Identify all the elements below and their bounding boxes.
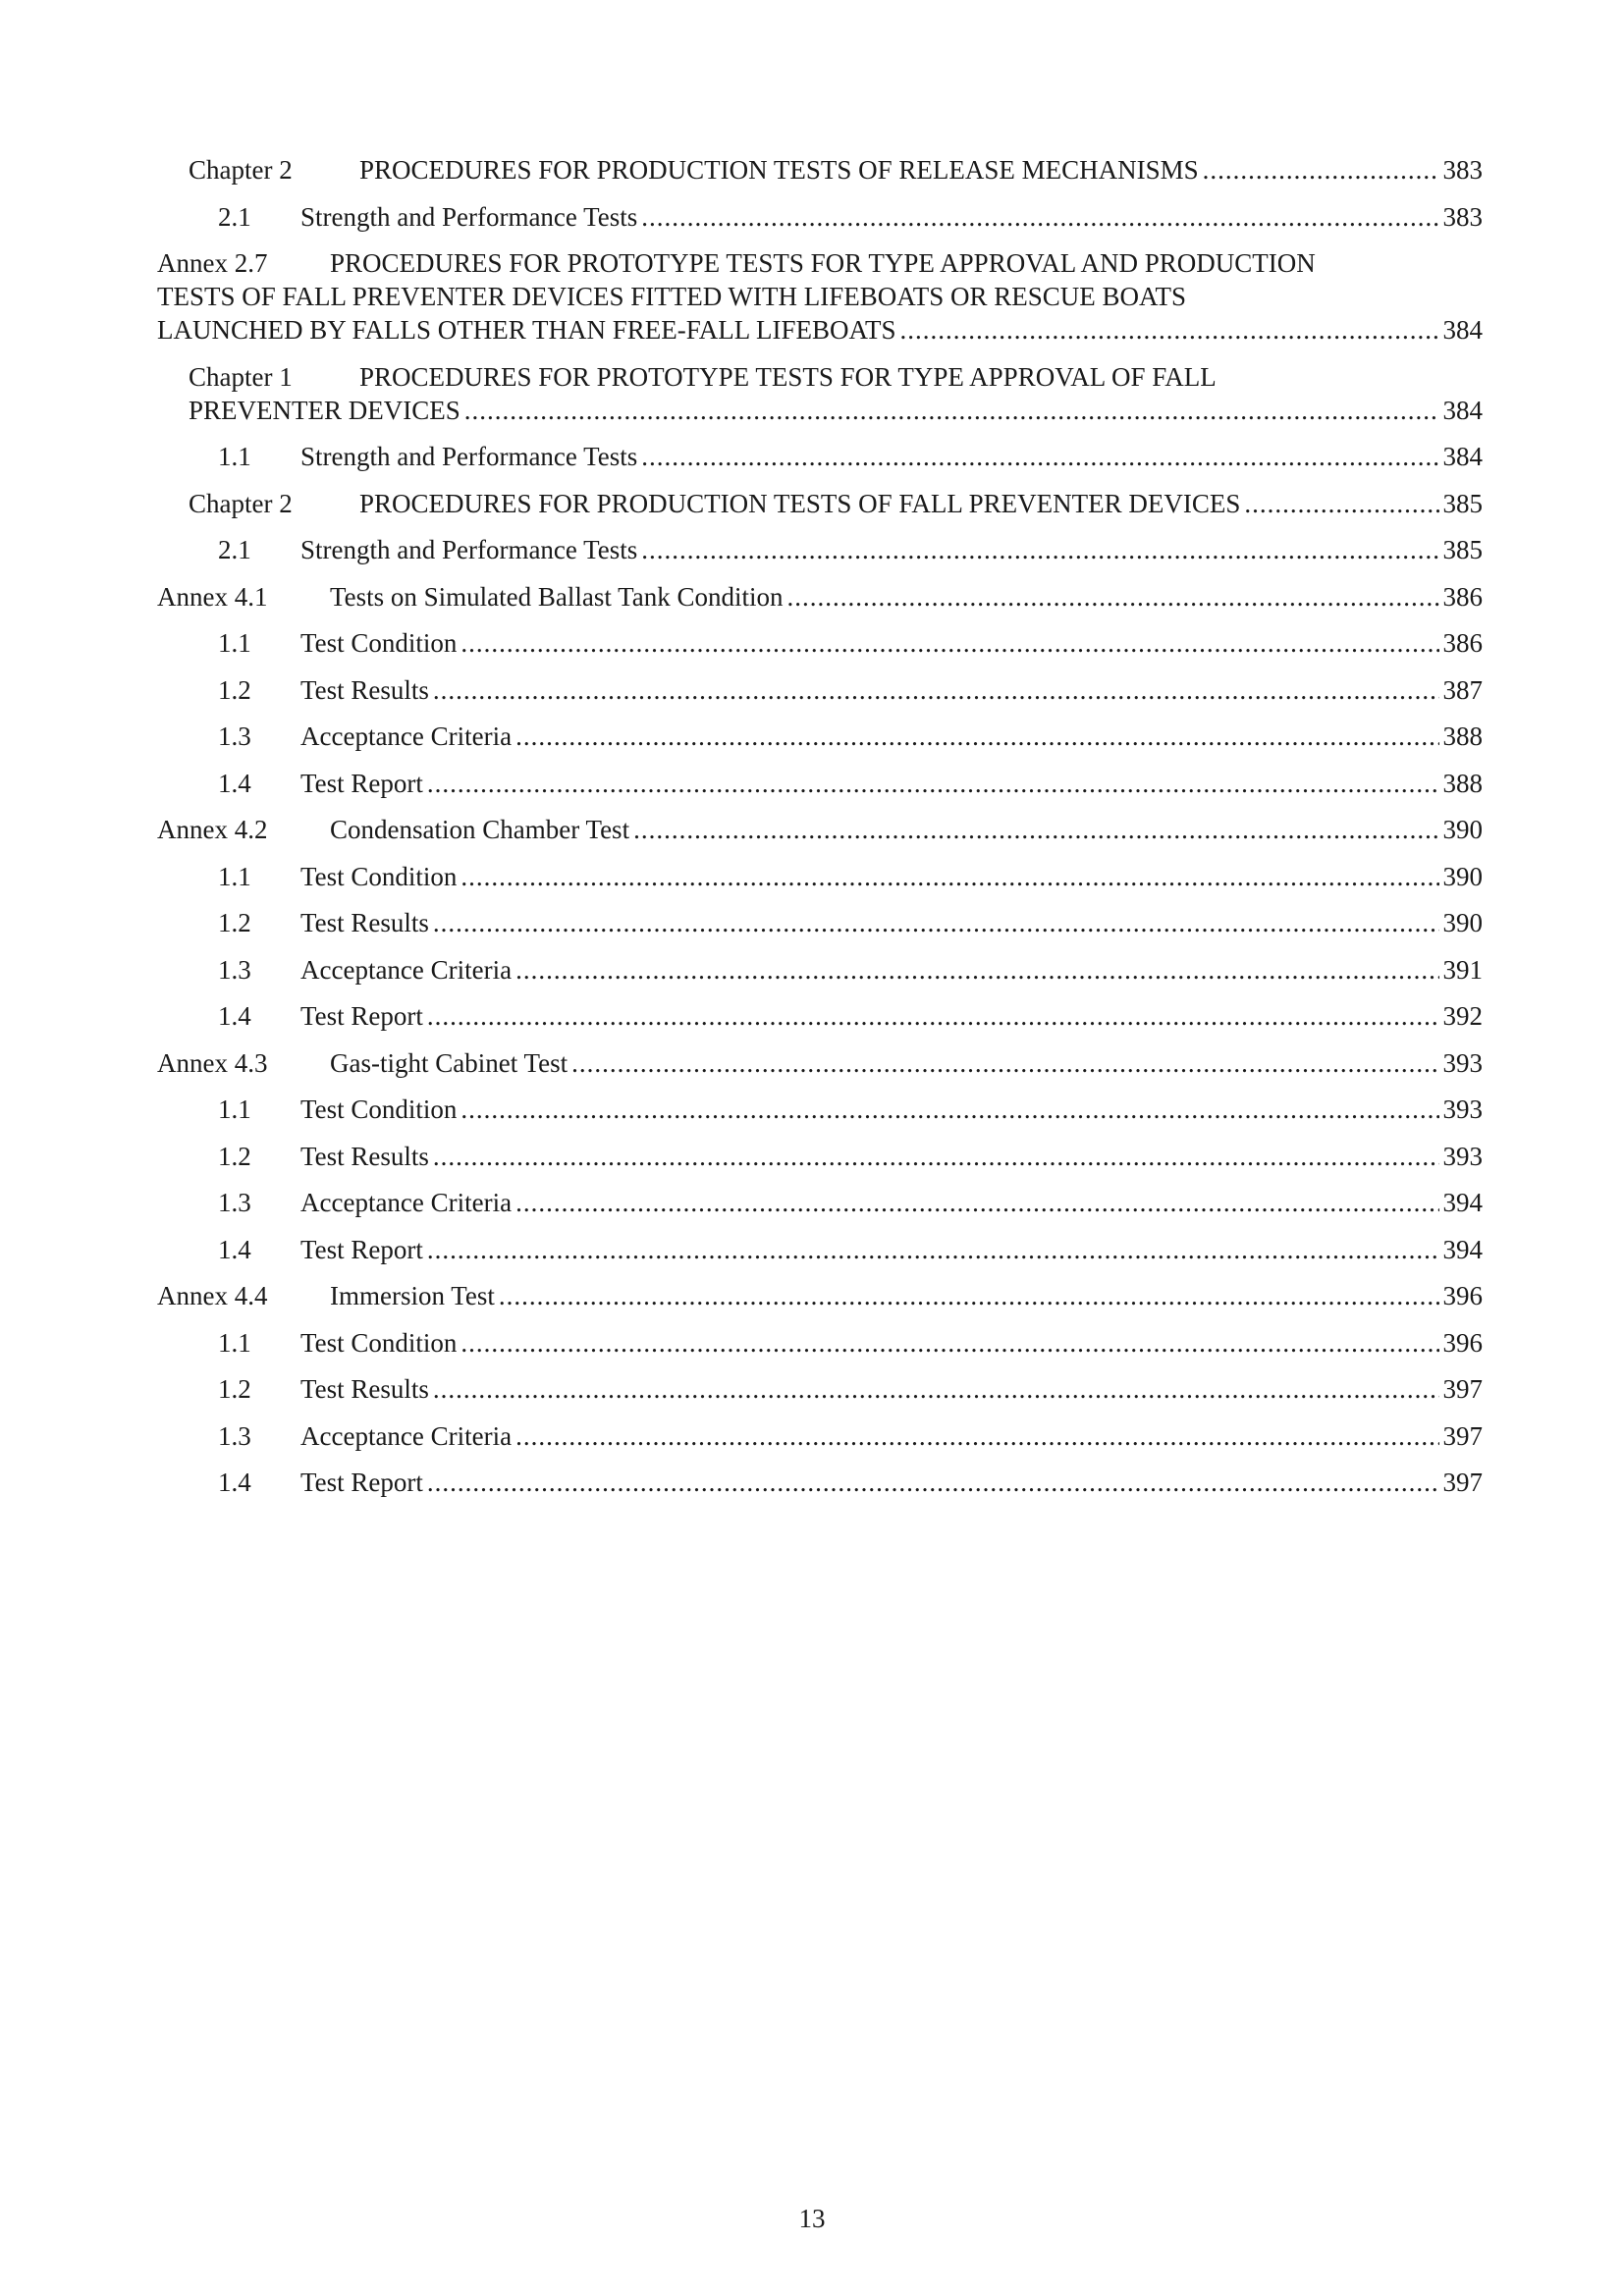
dot-leader	[571, 1046, 1438, 1080]
toc-entry-chapter[interactable]	[157, 153, 1483, 187]
toc-entry-page: 394	[1442, 1234, 1483, 1264]
dot-leader	[641, 200, 1438, 234]
toc-entry-number: 1.1	[218, 1095, 251, 1124]
dot-leader	[499, 1279, 1439, 1312]
dot-leader	[786, 580, 1438, 614]
toc-entry-page: 390	[1442, 861, 1483, 891]
toc-entry-section[interactable]	[157, 1419, 1483, 1453]
toc-entry-page: 390	[1442, 815, 1483, 844]
toc-entry-section[interactable]	[157, 999, 1483, 1033]
dot-leader	[515, 720, 1438, 753]
dot-leader	[515, 1186, 1438, 1219]
toc-entry-title: Tests on Simulated Ballast Tank Condition	[330, 581, 784, 612]
toc-entry-page: 384	[1442, 442, 1483, 471]
toc-entry-number: 1.2	[218, 674, 251, 705]
dot-leader	[433, 906, 1439, 939]
toc-entry-title: Gas-tight Cabinet Test	[330, 1047, 568, 1078]
toc-entry-number: Chapter 1	[189, 361, 293, 392]
toc-entry-title: Strength and Performance Tests	[300, 442, 638, 471]
toc-entry-chapter[interactable]	[157, 360, 1483, 427]
dot-leader	[427, 767, 1439, 800]
toc-entry-number: Annex 2.7	[157, 248, 268, 278]
toc-entry-title: Test Results	[300, 1141, 429, 1171]
toc-entry-page: 397	[1442, 1420, 1483, 1451]
toc-entry-section[interactable]	[157, 1140, 1483, 1173]
toc-entry-page: 384	[1442, 395, 1483, 425]
toc-entry-number: 2.1	[218, 201, 251, 232]
toc-entry-section[interactable]	[157, 440, 1483, 473]
toc-entry-title: Test Results	[300, 908, 429, 937]
toc-entry-section[interactable]	[157, 200, 1483, 234]
toc-entry-number: Chapter 2	[189, 488, 293, 518]
toc-entry-page: 391	[1442, 954, 1483, 985]
toc-entry-page: 385	[1442, 488, 1483, 518]
toc-entry-number: Annex 4.1	[157, 581, 268, 612]
dot-leader	[1203, 153, 1439, 187]
toc-entry-section[interactable]	[157, 767, 1483, 800]
dot-leader	[515, 953, 1438, 987]
toc-entry-title: Condensation Chamber Test	[330, 815, 630, 844]
toc-entry-annex[interactable]	[157, 1046, 1483, 1080]
toc-entry-number: 1.4	[218, 768, 251, 798]
dot-leader	[433, 1372, 1439, 1406]
dot-leader	[427, 999, 1439, 1033]
toc-entry-title: Test Condition	[300, 1095, 458, 1124]
toc-entry-page: 393	[1442, 1047, 1483, 1078]
toc-entry-page: 384	[1442, 315, 1483, 345]
toc-entry-title-line1: PROCEDURES FOR PROTOTYPE TESTS FOR TYPE APPROVAL AND PRODUCTION	[330, 248, 1316, 278]
dot-leader	[460, 860, 1438, 893]
toc-entry-title: Test Results	[300, 674, 429, 705]
dot-leader	[633, 813, 1438, 846]
toc-entry-chapter[interactable]	[157, 487, 1483, 520]
dot-leader	[460, 1093, 1438, 1126]
toc-entry-title: Acceptance Criteria	[300, 1188, 513, 1217]
toc-entry-number: Annex 4.3	[157, 1047, 268, 1078]
toc-entry-page: 397	[1442, 1374, 1483, 1404]
toc-entry-title: Test Report	[300, 1468, 423, 1497]
toc-entry-title: PROCEDURES FOR PRODUCTION TESTS OF FALL PREVENTER DEVICES	[359, 488, 1241, 518]
dot-leader	[900, 313, 1439, 347]
toc-entry-number: Annex 4.2	[157, 815, 268, 844]
toc-entry-page: 396	[1442, 1281, 1483, 1310]
toc-entry-number: 1.2	[218, 1374, 251, 1404]
toc-entry-title: Test Report	[300, 1001, 423, 1031]
toc-entry-title: Test Condition	[300, 1327, 458, 1358]
toc-entry-title-line2: TESTS OF FALL PREVENTER DEVICES FITTED WITH LIFEBOATS OR RESCUE BOATS	[157, 282, 1187, 311]
dot-leader	[641, 533, 1438, 566]
toc-entry-title-line2: PREVENTER DEVICES	[189, 395, 460, 425]
toc-entry-number: 1.4	[218, 1001, 251, 1031]
toc-entry-title: Test Condition	[300, 628, 458, 658]
toc-entry-title: Acceptance Criteria	[300, 1420, 513, 1451]
dot-leader	[433, 673, 1439, 707]
dot-leader	[1244, 487, 1438, 520]
toc-entry-title: Test Report	[300, 1234, 423, 1264]
toc-entry-page: 387	[1442, 674, 1483, 705]
dot-leader	[427, 1233, 1439, 1266]
toc-entry-number: 1.1	[218, 628, 251, 658]
toc-entry-section[interactable]	[157, 626, 1483, 660]
toc-entry-annex[interactable]	[157, 1279, 1483, 1312]
toc-entry-page: 383	[1442, 155, 1483, 185]
toc-entry-section[interactable]	[157, 1233, 1483, 1266]
toc-entry-number: 1.4	[218, 1234, 251, 1264]
toc-entry-title: Test Report	[300, 768, 423, 798]
page-number: 13	[798, 2204, 826, 2233]
toc-entry-page: 390	[1442, 908, 1483, 937]
toc-entry-page: 396	[1442, 1327, 1483, 1358]
dot-leader	[433, 1140, 1439, 1173]
toc-entry-number: 1.2	[218, 908, 251, 937]
toc-entry-section[interactable]	[157, 533, 1483, 566]
toc-entry-title: Immersion Test	[330, 1281, 495, 1310]
toc-entry-section[interactable]	[157, 1372, 1483, 1406]
toc-entry-number: 1.1	[218, 861, 251, 891]
toc-entry-title: Acceptance Criteria	[300, 721, 513, 751]
toc-entry-section[interactable]	[157, 1326, 1483, 1360]
toc-entry-annex[interactable]	[157, 246, 1483, 347]
toc-entry-number: 1.3	[218, 721, 251, 751]
toc-entry-section[interactable]	[157, 906, 1483, 939]
toc-entry-number: Annex 4.4	[157, 1281, 268, 1310]
toc-entry-number: Chapter 2	[189, 155, 293, 185]
toc-entry-page: 388	[1442, 768, 1483, 798]
dot-leader	[464, 394, 1439, 427]
toc-entry-title: Test Condition	[300, 861, 458, 891]
toc-entry-section[interactable]	[157, 720, 1483, 753]
toc-entry-number: 1.2	[218, 1141, 251, 1171]
toc-entry-section[interactable]	[157, 1186, 1483, 1219]
toc-entry-page: 397	[1442, 1468, 1483, 1497]
toc-entry-page: 392	[1442, 1001, 1483, 1031]
dot-leader	[460, 626, 1438, 660]
toc-entry-title: Strength and Performance Tests	[300, 201, 638, 232]
toc-entry-title: Strength and Performance Tests	[300, 535, 638, 564]
toc-entry-section[interactable]	[157, 673, 1483, 707]
toc-entry-page: 394	[1442, 1188, 1483, 1217]
dot-leader	[641, 440, 1438, 473]
toc-entry-page: 386	[1442, 628, 1483, 658]
toc-entry-title-line3: LAUNCHED BY FALLS OTHER THAN FREE-FALL LIFEBOATS	[157, 315, 896, 345]
toc-entry-section[interactable]	[157, 1093, 1483, 1126]
toc-entry-section[interactable]	[157, 860, 1483, 893]
toc-entry-annex[interactable]	[157, 580, 1483, 614]
toc-entry-annex[interactable]	[157, 813, 1483, 846]
toc-entry-page: 393	[1442, 1095, 1483, 1124]
toc-entry-page: 383	[1442, 201, 1483, 232]
toc-entry-section[interactable]	[157, 953, 1483, 987]
dot-leader	[460, 1326, 1438, 1360]
toc-entry-number: 1.1	[218, 442, 251, 471]
toc-entry-page: 385	[1442, 535, 1483, 564]
toc-entry-title: Acceptance Criteria	[300, 954, 513, 985]
toc-entry-number: 1.3	[218, 954, 251, 985]
toc-entry-number: 1.3	[218, 1188, 251, 1217]
table-of-contents	[157, 153, 1483, 1513]
dot-leader	[427, 1466, 1439, 1499]
toc-entry-number: 1.3	[218, 1420, 251, 1451]
toc-entry-title: PROCEDURES FOR PRODUCTION TESTS OF RELEASE MECHANISMS	[359, 155, 1199, 185]
toc-entry-page: 388	[1442, 721, 1483, 751]
dot-leader	[515, 1419, 1438, 1453]
toc-entry-page: 393	[1442, 1141, 1483, 1171]
toc-entry-title-line1: PROCEDURES FOR PROTOTYPE TESTS FOR TYPE APPROVAL OF FALL	[359, 361, 1217, 392]
toc-entry-title: Test Results	[300, 1374, 429, 1404]
toc-entry-page: 386	[1442, 581, 1483, 612]
toc-entry-number: 1.1	[218, 1327, 251, 1358]
toc-entry-number: 1.4	[218, 1468, 251, 1497]
toc-entry-section[interactable]	[157, 1466, 1483, 1499]
toc-entry-number: 2.1	[218, 535, 251, 564]
